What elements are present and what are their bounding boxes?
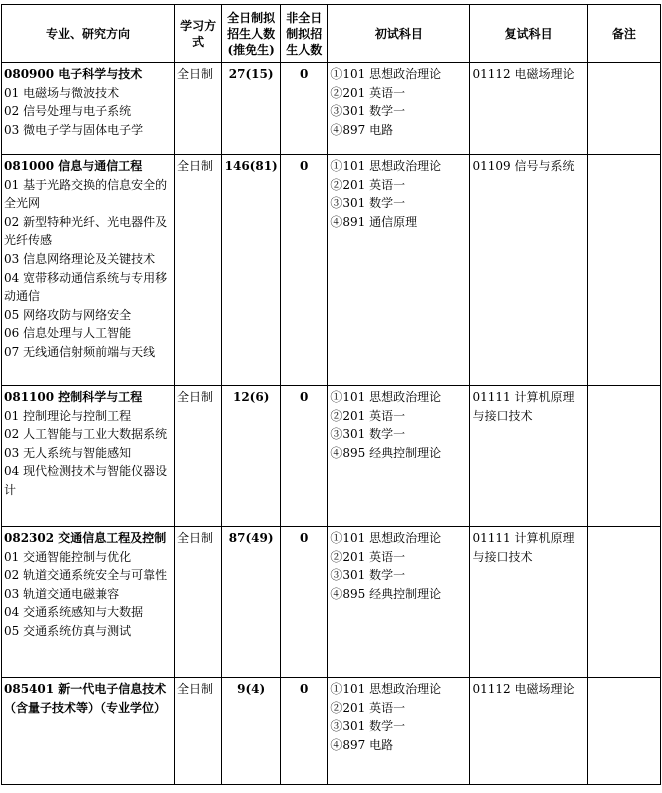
major-cell: [2, 386, 175, 527]
header-parttime: 非全日制拟招生人数: [281, 5, 328, 63]
exam-item: ③301 数学一: [330, 104, 406, 119]
exam-item: ②201 英语一: [330, 408, 406, 423]
direction-item: 01 交通智能控制与优化: [4, 549, 132, 564]
header-exam: 初试科目: [328, 5, 470, 63]
note-cell: [587, 527, 660, 678]
exam-item: ④891 通信原理: [330, 214, 418, 229]
direction-item: 07 无线通信射频前端与天线: [4, 344, 156, 359]
major-cell: [2, 63, 175, 155]
major-title: 081100 控制科学与工程: [4, 390, 143, 404]
direction-item: 01 基于光路交换的信息安全的全光网: [4, 177, 168, 211]
reexam-cell: 01112 电磁场理论: [470, 63, 587, 155]
parttime-cell: 0: [281, 527, 328, 678]
major-cell: [2, 155, 175, 386]
direction-item: 04 交通系统感知与大数据: [4, 605, 144, 620]
exam-item: ②201 英语一: [330, 549, 406, 564]
note-cell: [587, 155, 660, 386]
reexam-cell: 01112 电磁场理论: [470, 678, 587, 785]
exam-cell: [328, 678, 470, 785]
exam-item: ①101 思想政治理论: [330, 390, 442, 404]
major-cell: [2, 678, 175, 785]
mode-cell: 全日制: [174, 386, 221, 527]
parttime-cell: 0: [281, 678, 328, 785]
reexam-cell: 01111 计算机原理与接口技术: [470, 386, 587, 527]
note-cell: [587, 386, 660, 527]
header-mode: 学习方式: [174, 5, 221, 63]
header-major: 专业、研究方向: [2, 5, 175, 63]
reexam-cell: 01109 信号与系统: [470, 155, 587, 386]
direction-item: 03 微电子学与固体电子学: [4, 122, 144, 137]
fulltime-cell: 87(49): [222, 527, 281, 678]
reexam-cell: 01111 计算机原理与接口技术: [470, 527, 587, 678]
direction-item: 05 网络攻防与网络安全: [4, 307, 132, 322]
exam-cell: [328, 386, 470, 527]
exam-item: ②201 英语一: [330, 85, 406, 100]
header-row: [2, 5, 661, 63]
header-fulltime: 全日制拟招生人数(推免生): [222, 5, 281, 63]
table-row: [2, 155, 661, 386]
fulltime-cell: 146(81): [222, 155, 281, 386]
exam-item: ③301 数学一: [330, 427, 406, 442]
major-title: 080900 电子科学与技术: [4, 67, 143, 81]
exam-item: ③301 数学一: [330, 196, 406, 211]
direction-item: 02 人工智能与工业大数据系统: [4, 427, 168, 442]
exam-item: ②201 英语一: [330, 700, 406, 715]
fulltime-cell: 9(4): [222, 678, 281, 785]
header-note: 备注: [587, 5, 660, 63]
direction-item: 06 信息处理与人工智能: [4, 326, 132, 341]
direction-item: 02 轨道交通系统安全与可靠性: [4, 568, 168, 583]
major-title: 085401 新一代电子信息技术（含量子技术等）（专业学位）: [4, 682, 167, 715]
major-title: 082302 交通信息工程及控制: [4, 531, 167, 545]
fulltime-cell: 12(6): [222, 386, 281, 527]
exam-item: ③301 数学一: [330, 719, 406, 734]
parttime-cell: 0: [281, 155, 328, 386]
exam-item: ③301 数学一: [330, 568, 406, 583]
exam-item: ②201 英语一: [330, 177, 406, 192]
exam-item: ④897 电路: [330, 122, 394, 137]
parttime-cell: 0: [281, 63, 328, 155]
mode-cell: 全日制: [174, 527, 221, 678]
direction-item: 03 信息网络理论及关键技术: [4, 251, 156, 266]
direction-item: 05 交通系统仿真与测试: [4, 623, 132, 638]
exam-cell: [328, 527, 470, 678]
direction-item: 03 无人系统与智能感知: [4, 445, 132, 460]
note-cell: [587, 63, 660, 155]
major-cell: [2, 527, 175, 678]
exam-item: ①101 思想政治理论: [330, 682, 442, 696]
mode-cell: 全日制: [174, 63, 221, 155]
table-row: [2, 678, 661, 785]
direction-item: 02 信号处理与电子系统: [4, 104, 132, 119]
direction-item: 02 新型特种光纤、光电器件及光纤传感: [4, 214, 168, 248]
direction-item: 04 现代检测技术与智能仪器设计: [4, 464, 168, 497]
major-title: 081000 信息与通信工程: [4, 159, 143, 173]
direction-item: 03 轨道交通电磁兼容: [4, 586, 120, 601]
fulltime-cell: 27(15): [222, 63, 281, 155]
table-row: [2, 386, 661, 527]
parttime-cell: 0: [281, 386, 328, 527]
exam-item: ①101 思想政治理论: [330, 531, 442, 545]
exam-item: ④895 经典控制理论: [330, 445, 442, 460]
mode-cell: 全日制: [174, 155, 221, 386]
exam-item: ①101 思想政治理论: [330, 67, 442, 81]
header-reexam: 复试科目: [470, 5, 587, 63]
mode-cell: 全日制: [174, 678, 221, 785]
table-row: [2, 527, 661, 678]
exam-item: ④897 电路: [330, 737, 394, 752]
exam-cell: [328, 155, 470, 386]
exam-cell: [328, 63, 470, 155]
exam-item: ①101 思想政治理论: [330, 159, 442, 173]
direction-item: 04 宽带移动通信系统与专用移动通信: [4, 270, 168, 304]
note-cell: [587, 678, 660, 785]
direction-item: 01 控制理论与控制工程: [4, 408, 132, 423]
admission-table: [1, 4, 661, 785]
table-row: [2, 63, 661, 155]
direction-item: 01 电磁场与微波技术: [4, 85, 120, 100]
exam-item: ④895 经典控制理论: [330, 586, 442, 601]
